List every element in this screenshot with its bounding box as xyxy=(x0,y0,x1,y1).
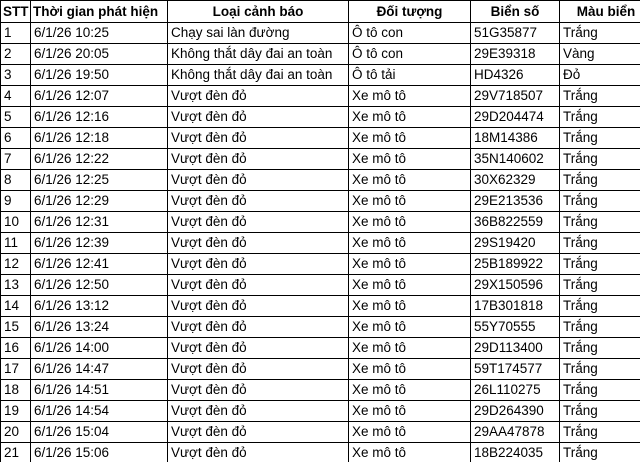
cell-plate-color[interactable]: Trắng xyxy=(560,128,640,149)
cell-alert-type[interactable]: Vượt đèn đỏ xyxy=(168,149,349,170)
table-row xyxy=(1,275,640,296)
cell-detection-time[interactable]: 6/1/26 15:06 xyxy=(31,443,168,462)
cell-detection-time[interactable]: 6/1/26 14:00 xyxy=(31,338,168,359)
cell-alert-type[interactable]: Vượt đèn đỏ xyxy=(168,212,349,233)
cell-stt[interactable]: 11 xyxy=(1,233,31,254)
cell-alert-type[interactable]: Không thắt dây đai an toàn xyxy=(168,44,349,65)
cell-plate-color[interactable]: Trắng xyxy=(560,401,640,422)
cell-plate-color[interactable]: Trắng xyxy=(560,359,640,380)
cell-subject[interactable]: Ô tô con xyxy=(349,23,471,44)
cell-subject[interactable]: Xe mô tô xyxy=(349,401,471,422)
cell-subject[interactable]: Xe mô tô xyxy=(349,317,471,338)
cell-detection-time[interactable]: 6/1/26 12:25 xyxy=(31,170,168,191)
cell-plate-color[interactable]: Trắng xyxy=(560,254,640,275)
cell-plate[interactable]: 29E39318 xyxy=(471,44,560,65)
cell-detection-time[interactable]: 6/1/26 19:50 xyxy=(31,65,168,86)
table-row xyxy=(1,23,640,44)
cell-subject[interactable]: Ô tô con xyxy=(349,44,471,65)
table-row xyxy=(1,86,640,107)
cell-plate-color[interactable]: Trắng xyxy=(560,170,640,191)
cell-stt[interactable]: 2 xyxy=(1,44,31,65)
cell-subject[interactable]: Xe mô tô xyxy=(349,191,471,212)
cell-subject[interactable]: Xe mô tô xyxy=(349,254,471,275)
cell-alert-type[interactable]: Vượt đèn đỏ xyxy=(168,275,349,296)
cell-plate-color[interactable]: Trắng xyxy=(560,317,640,338)
header-alert-type[interactable]: Loại cảnh báo xyxy=(168,1,349,23)
cell-plate-color[interactable]: Trắng xyxy=(560,296,640,317)
cell-stt[interactable]: 9 xyxy=(1,191,31,212)
cell-alert-type[interactable]: Vượt đèn đỏ xyxy=(168,170,349,191)
cell-plate[interactable]: 26L110275 xyxy=(471,380,560,401)
table-row xyxy=(1,233,640,254)
cell-alert-type[interactable]: Vượt đèn đỏ xyxy=(168,296,349,317)
cell-stt[interactable]: 21 xyxy=(1,443,31,462)
cell-alert-type[interactable]: Vượt đèn đỏ xyxy=(168,128,349,149)
cell-detection-time[interactable]: 6/1/26 12:16 xyxy=(31,107,168,128)
cell-alert-type[interactable]: Vượt đèn đỏ xyxy=(168,380,349,401)
cell-plate[interactable]: 35N140602 xyxy=(471,149,560,170)
cell-plate[interactable]: 29AA47878 xyxy=(471,422,560,443)
cell-plate-color[interactable]: Trắng xyxy=(560,23,640,44)
cell-plate[interactable]: HD4326 xyxy=(471,65,560,86)
cell-detection-time[interactable]: 6/1/26 13:12 xyxy=(31,296,168,317)
cell-detection-time[interactable]: 6/1/26 12:31 xyxy=(31,212,168,233)
cell-stt[interactable]: 7 xyxy=(1,149,31,170)
cell-plate-color[interactable]: Trắng xyxy=(560,422,640,443)
header-detection-time[interactable]: Thời gian phát hiện xyxy=(31,1,168,23)
cell-alert-type[interactable]: Vượt đèn đỏ xyxy=(168,422,349,443)
cell-plate[interactable]: 25B189922 xyxy=(471,254,560,275)
table-row xyxy=(1,149,640,170)
header-plate-color[interactable]: Màu biển xyxy=(560,1,640,23)
cell-stt[interactable]: 18 xyxy=(1,380,31,401)
table-row xyxy=(1,443,640,462)
cell-alert-type[interactable]: Vượt đèn đỏ xyxy=(168,254,349,275)
cell-alert-type[interactable]: Vượt đèn đỏ xyxy=(168,317,349,338)
cell-plate[interactable]: 18M14386 xyxy=(471,128,560,149)
cell-alert-type[interactable]: Vượt đèn đỏ xyxy=(168,401,349,422)
cell-plate[interactable]: 29E213536 xyxy=(471,191,560,212)
cell-stt[interactable]: 10 xyxy=(1,212,31,233)
cell-plate[interactable]: 59T174577 xyxy=(471,359,560,380)
cell-subject[interactable]: Xe mô tô xyxy=(349,380,471,401)
cell-plate[interactable]: 36B822559 xyxy=(471,212,560,233)
cell-subject[interactable]: Xe mô tô xyxy=(349,86,471,107)
table-row xyxy=(1,296,640,317)
cell-plate[interactable]: 30X62329 xyxy=(471,170,560,191)
cell-subject[interactable]: Xe mô tô xyxy=(349,338,471,359)
cell-alert-type[interactable]: Vượt đèn đỏ xyxy=(168,86,349,107)
cell-plate-color[interactable]: Trắng xyxy=(560,338,640,359)
cell-alert-type[interactable]: Vượt đèn đỏ xyxy=(168,338,349,359)
cell-detection-time[interactable]: 6/1/26 12:07 xyxy=(31,86,168,107)
table-row xyxy=(1,44,640,65)
cell-detection-time[interactable]: 6/1/26 14:54 xyxy=(31,401,168,422)
table-row xyxy=(1,170,640,191)
table-row xyxy=(1,380,640,401)
cell-plate[interactable]: 29D264390 xyxy=(471,401,560,422)
cell-plate[interactable]: 51G35877 xyxy=(471,23,560,44)
cell-plate-color[interactable]: Vàng xyxy=(560,44,640,65)
cell-plate-color[interactable]: Trắng xyxy=(560,380,640,401)
cell-detection-time[interactable]: 6/1/26 12:29 xyxy=(31,191,168,212)
cell-detection-time[interactable]: 6/1/26 14:47 xyxy=(31,359,168,380)
cell-detection-time[interactable]: 6/1/26 10:25 xyxy=(31,23,168,44)
cell-alert-type[interactable]: Không thắt dây đai an toàn xyxy=(168,65,349,86)
cell-detection-time[interactable]: 6/1/26 15:04 xyxy=(31,422,168,443)
cell-detection-time[interactable]: 6/1/26 12:50 xyxy=(31,275,168,296)
cell-plate[interactable]: 29D113400 xyxy=(471,338,560,359)
cell-stt[interactable]: 16 xyxy=(1,338,31,359)
cell-stt[interactable]: 5 xyxy=(1,107,31,128)
cell-alert-type[interactable]: Vượt đèn đỏ xyxy=(168,191,349,212)
cell-plate[interactable]: 29X150596 xyxy=(471,275,560,296)
cell-subject[interactable]: Ô tô tải xyxy=(349,65,471,86)
cell-detection-time[interactable]: 6/1/26 20:05 xyxy=(31,44,168,65)
cell-subject[interactable]: Xe mô tô xyxy=(349,422,471,443)
table-row xyxy=(1,422,640,443)
cell-stt[interactable]: 20 xyxy=(1,422,31,443)
cell-alert-type[interactable]: Vượt đèn đỏ xyxy=(168,359,349,380)
cell-stt[interactable]: 12 xyxy=(1,254,31,275)
cell-detection-time[interactable]: 6/1/26 12:39 xyxy=(31,233,168,254)
cell-alert-type[interactable]: Vượt đèn đỏ xyxy=(168,443,349,462)
cell-plate-color[interactable]: Trắng xyxy=(560,86,640,107)
table-row xyxy=(1,128,640,149)
cell-subject[interactable]: Xe mô tô xyxy=(349,128,471,149)
cell-plate[interactable]: 29D204474 xyxy=(471,107,560,128)
cell-subject[interactable]: Xe mô tô xyxy=(349,149,471,170)
cell-stt[interactable]: 8 xyxy=(1,170,31,191)
header-row xyxy=(1,1,640,23)
cell-stt[interactable]: 14 xyxy=(1,296,31,317)
header-plate[interactable]: Biển số xyxy=(471,1,560,23)
table-row xyxy=(1,359,640,380)
cell-subject[interactable]: Xe mô tô xyxy=(349,170,471,191)
cell-stt[interactable]: 17 xyxy=(1,359,31,380)
cell-plate[interactable]: 18B224035 xyxy=(471,443,560,462)
cell-plate-color[interactable]: Trắng xyxy=(560,149,640,170)
cell-plate[interactable]: 55Y70555 xyxy=(471,317,560,338)
cell-stt[interactable]: 3 xyxy=(1,65,31,86)
cell-plate-color[interactable]: Đỏ xyxy=(560,65,640,86)
cell-subject[interactable]: Xe mô tô xyxy=(349,212,471,233)
cell-stt[interactable]: 6 xyxy=(1,128,31,149)
cell-alert-type[interactable]: Chạy sai làn đường xyxy=(168,23,349,44)
cell-subject[interactable]: Xe mô tô xyxy=(349,296,471,317)
cell-stt[interactable]: 19 xyxy=(1,401,31,422)
cell-subject[interactable]: Xe mô tô xyxy=(349,107,471,128)
cell-subject[interactable]: Xe mô tô xyxy=(349,275,471,296)
cell-plate-color[interactable]: Trắng xyxy=(560,443,640,462)
table-row xyxy=(1,107,640,128)
cell-stt[interactable]: 4 xyxy=(1,86,31,107)
cell-plate-color[interactable]: Trắng xyxy=(560,233,640,254)
table-row xyxy=(1,338,640,359)
header-subject[interactable]: Đối tượng xyxy=(349,1,471,23)
cell-plate[interactable]: 17B301818 xyxy=(471,296,560,317)
table-row xyxy=(1,254,640,275)
cell-subject[interactable]: Xe mô tô xyxy=(349,443,471,462)
cell-alert-type[interactable]: Vượt đèn đỏ xyxy=(168,107,349,128)
cell-detection-time[interactable]: 6/1/26 13:24 xyxy=(31,317,168,338)
cell-stt[interactable]: 15 xyxy=(1,317,31,338)
cell-stt[interactable]: 1 xyxy=(1,23,31,44)
cell-plate-color[interactable]: Trắng xyxy=(560,212,640,233)
cell-subject[interactable]: Xe mô tô xyxy=(349,233,471,254)
cell-alert-type[interactable]: Vượt đèn đỏ xyxy=(168,233,349,254)
cell-stt[interactable]: 13 xyxy=(1,275,31,296)
cell-plate[interactable]: 29V718507 xyxy=(471,86,560,107)
cell-detection-time[interactable]: 6/1/26 12:41 xyxy=(31,254,168,275)
cell-plate-color[interactable]: Trắng xyxy=(560,275,640,296)
cell-plate[interactable]: 29S19420 xyxy=(471,233,560,254)
header-stt[interactable]: STT xyxy=(1,1,31,23)
table-row xyxy=(1,317,640,338)
cell-detection-time[interactable]: 6/1/26 12:22 xyxy=(31,149,168,170)
table-row xyxy=(1,212,640,233)
cell-plate-color[interactable]: Trắng xyxy=(560,107,640,128)
table-row xyxy=(1,65,640,86)
cell-plate-color[interactable]: Trắng xyxy=(560,191,640,212)
cell-detection-time[interactable]: 6/1/26 14:51 xyxy=(31,380,168,401)
cell-detection-time[interactable]: 6/1/26 12:18 xyxy=(31,128,168,149)
table-row xyxy=(1,191,640,212)
cell-subject[interactable]: Xe mô tô xyxy=(349,359,471,380)
table-row xyxy=(1,401,640,422)
